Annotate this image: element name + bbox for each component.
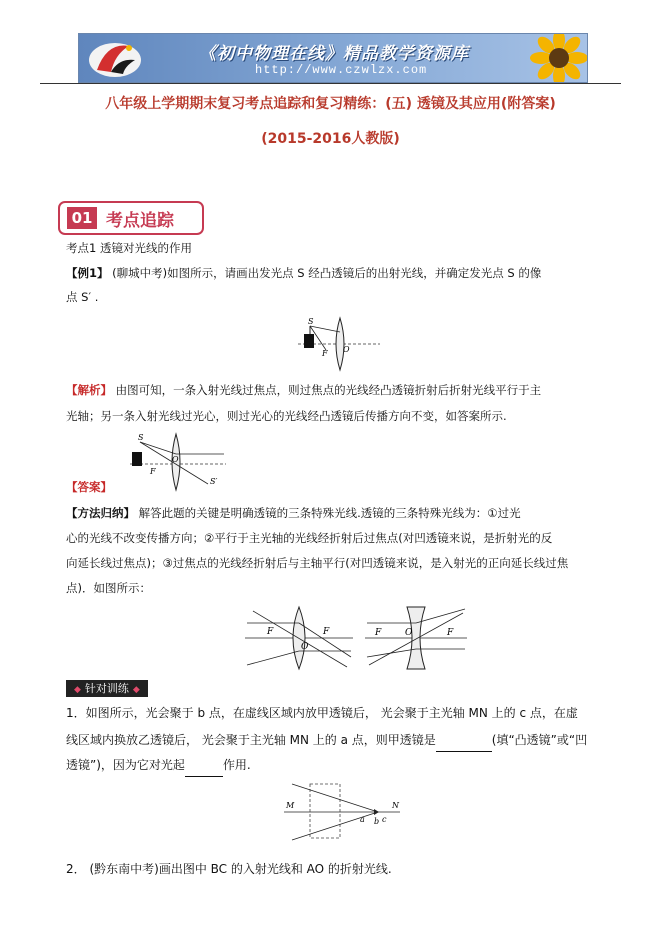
fig2-label-S-prime: S′ (210, 477, 218, 486)
fig2-label-S: S (138, 433, 144, 442)
q1-label-c: c (382, 815, 387, 824)
section-heading (58, 201, 204, 235)
q1-blank-1[interactable] (436, 728, 492, 752)
fig2-label-F: F (150, 467, 156, 476)
q1-line-2-text: 线区域内换放乙透镜后， 光会聚于主光轴 MN 上的 a 点，则甲透镜是 (66, 733, 436, 747)
q2-text: 2． (黔东南中考)画出图中 BC 的入射光线和 AO 的折射光线. (66, 862, 392, 876)
method-line-2: 心的光线不改变传播方向；②平行于主光轴的光线经折射后过焦点(对凹透镜来说，是折射光的反 (66, 531, 553, 545)
q1-label-b: b (374, 817, 380, 826)
concave-label-O: O (405, 628, 413, 638)
example-lens-figure (296, 316, 382, 372)
method-line-3: 向延长线过焦点)；③过焦点的光线经折射后与主轴平行(对凹透镜来说，是入射光的正向延长线过焦 (66, 556, 569, 570)
method (66, 502, 626, 525)
section-label: 考点追踪 (106, 211, 174, 231)
analysis-line-2: 光轴；另一条入射光线过光心，则过光心的光线经凸透镜后传播方向不变，如答案所示. (66, 409, 507, 423)
analysis (66, 379, 626, 402)
answer-label: 【答案】 (66, 480, 112, 494)
convex-label-F-right: F (323, 627, 330, 637)
fig1-label-F: F (322, 349, 328, 358)
q1-line-3-tail: 作用. (222, 758, 251, 772)
fig2-label-O: O (172, 455, 179, 464)
analysis-line-1: 由图可知，一条入射光线过焦点，则过焦点的光线经凸透镜折射后折射光线平行于主 (115, 383, 542, 397)
page-title: 八年级上学期期末复习考点追踪和复习精练：(五) 透镜及其应用(附答案) (105, 96, 556, 112)
method-line-1: 解答此题的关键是明确透镜的三条特殊光线.透镜的三条特殊光线为：①过光 (138, 506, 521, 520)
q1-line-1: 1．如图所示，光会聚于 b 点，在虚线区域内放甲透镜后， 光会聚于主光轴 MN 上的 c 点，在虚 (66, 706, 578, 720)
header-divider (40, 83, 621, 84)
example-line-1: (聊城中考)如图所示，请画出发光点 S 经凸透镜后的出射光线，并确定发光点 S 的像 (112, 266, 542, 280)
analysis-tag: 【解析】 (66, 383, 112, 397)
banner-title: 《初中物理在线》精品教学资源库 (199, 44, 469, 64)
question-1-diagram (282, 778, 402, 842)
convex-lens-diagram (243, 605, 355, 671)
concave-label-F-right: F (447, 628, 454, 638)
banner-url[interactable]: http://www.czwlzx.com (255, 63, 428, 77)
fig1-label-S: S (308, 317, 314, 326)
page-subtitle: (2015-2016人教版) (261, 131, 400, 147)
answer-lens-figure (128, 432, 228, 492)
example-1 (66, 262, 626, 285)
q1-line-2-tail: (填“凸透镜”或“凹 (491, 733, 588, 747)
q1-label-a: a (360, 815, 365, 824)
q1-label-M: M (286, 801, 295, 810)
q1-blank-2[interactable] (185, 753, 223, 777)
training-label: ◆ 针对训练 ◆ (66, 680, 148, 697)
example-line-2: 点 S′ . (66, 290, 99, 304)
section-number: 01 (67, 207, 97, 229)
topic-heading: 考点1 透镜对光线的作用 (66, 241, 192, 255)
site-logo-icon (85, 36, 145, 80)
answer-tag (66, 476, 112, 499)
convex-label-O: O (301, 642, 309, 652)
concave-label-F-left: F (375, 628, 382, 638)
concave-lens-diagram (363, 605, 469, 671)
header-banner (78, 33, 588, 83)
q1-line-2 (66, 728, 587, 752)
convex-label-F-left: F (267, 627, 274, 637)
q1-line-3-text: 透镜”)，因为它对光起 (66, 758, 185, 772)
q1-label-N: N (392, 801, 399, 810)
sunflower-icon (519, 33, 588, 83)
method-tag: 【方法归纳】 (66, 506, 135, 520)
q1-line-3 (66, 753, 251, 777)
fig1-label-O: O (343, 345, 350, 354)
example-tag: 【例1】 (66, 266, 109, 280)
method-line-4: 点)．如图所示： (66, 581, 151, 595)
